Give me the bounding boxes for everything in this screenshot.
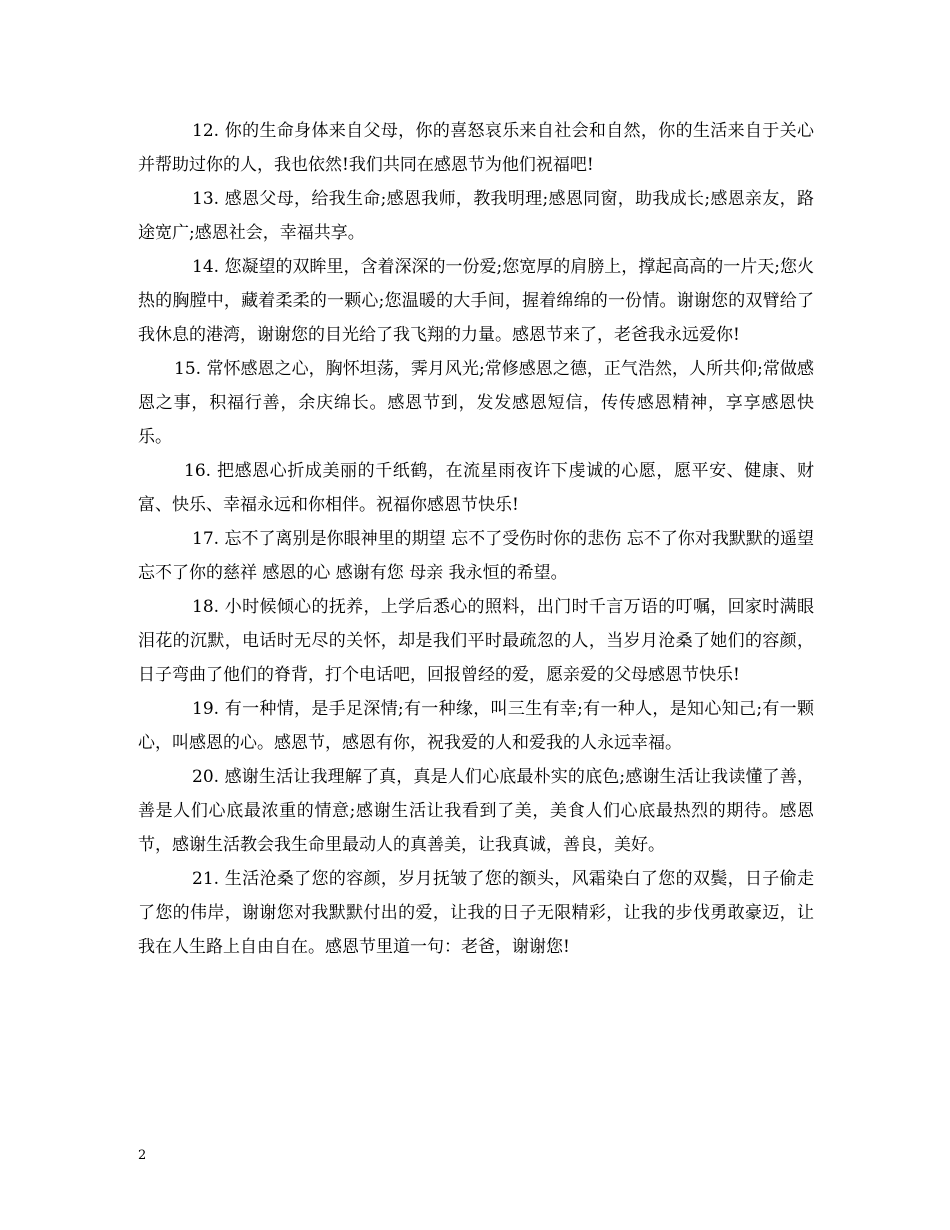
body-text [138, 114, 814, 964]
paragraph-13: 13. 感恩父母，给我生命;感恩我师，教我明理;感恩同窗，助我成长;感恩亲友，路途宽广;感恩社会，幸福共享。 [138, 189, 814, 243]
paragraph-19: 19. 有一种情，是手足深情;有一种缘，叫三生有幸;有一种人，是知心知己;有一颗心，叫感恩的心。感恩节，感恩有你，祝我爱的人和爱我的人永远幸福。 [138, 699, 814, 753]
paragraph-21: 21. 生活沧桑了您的容颜，岁月抚皱了您的额头，风霜染白了您的双鬓，日子偷走了您的伟岸，谢谢您对我默默付出的爱，让我的日子无限精彩，让我的步伐勇敢豪迈，让我在人生路上自由自在。感恩节里道一句：老爸，谢谢您! [138, 869, 814, 957]
paragraph-18: 18. 小时候倾心的抚养，上学后悉心的照料，出门时千言万语的叮嘱，回家时满眼泪花的沉默，电话时无尽的关怀，却是我们平时最疏忽的人，当岁月沧桑了她们的容颜，日子弯曲了他们的脊背，打个电话吧，回报曾经的爱，愿亲爱的父母感恩节快乐! [138, 597, 814, 685]
paragraph-16: 16. 把感恩心折成美丽的千纸鹤，在流星雨夜许下虔诚的心愿，愿平安、健康、财富、快乐、幸福永远和你相伴。祝福你感恩节快乐! [138, 461, 814, 515]
paragraph-20: 20. 感谢生活让我理解了真，真是人们心底最朴实的底色;感谢生活让我读懂了善，善是人们心底最浓重的情意;感谢生活让我看到了美，美食人们心底最热烈的期待。感恩节，感谢生活教会我生命里最动人的真善美，让我真诚，善良，美好。 [138, 767, 814, 855]
page-number: 2 [138, 1148, 147, 1163]
paragraph-14: 14. 您凝望的双眸里，含着深深的一份爱;您宽厚的肩膀上，撑起高高的一片天;您火热的胸膛中，藏着柔柔的一颗心;您温暖的大手间，握着绵绵的一份情。谢谢您的双臂给了我休息的港湾，谢谢您的目光给了我飞翔的力量。感恩节来了，老爸我永远爱你! [138, 257, 814, 345]
paragraph-17: 17. 忘不了离别是你眼神里的期望 忘不了受伤时你的悲伤 忘不了你对我默默的遥望 忘不了你的慈祥 感恩的心 感谢有您 母亲 我永恒的希望。 [138, 529, 814, 583]
paragraph-15: 15. 常怀感恩之心，胸怀坦荡，霁月风光;常修感恩之德，正气浩然，人所共仰;常做感恩之事，积福行善，余庆绵长。感恩节到，发发感恩短信，传传感恩精神，享享感恩快乐。 [138, 359, 814, 447]
paragraph-12: 12. 你的生命身体来自父母，你的喜怒哀乐来自社会和自然，你的生活来自于关心并帮助过你的人，我也依然!我们共同在感恩节为他们祝福吧! [138, 121, 814, 175]
